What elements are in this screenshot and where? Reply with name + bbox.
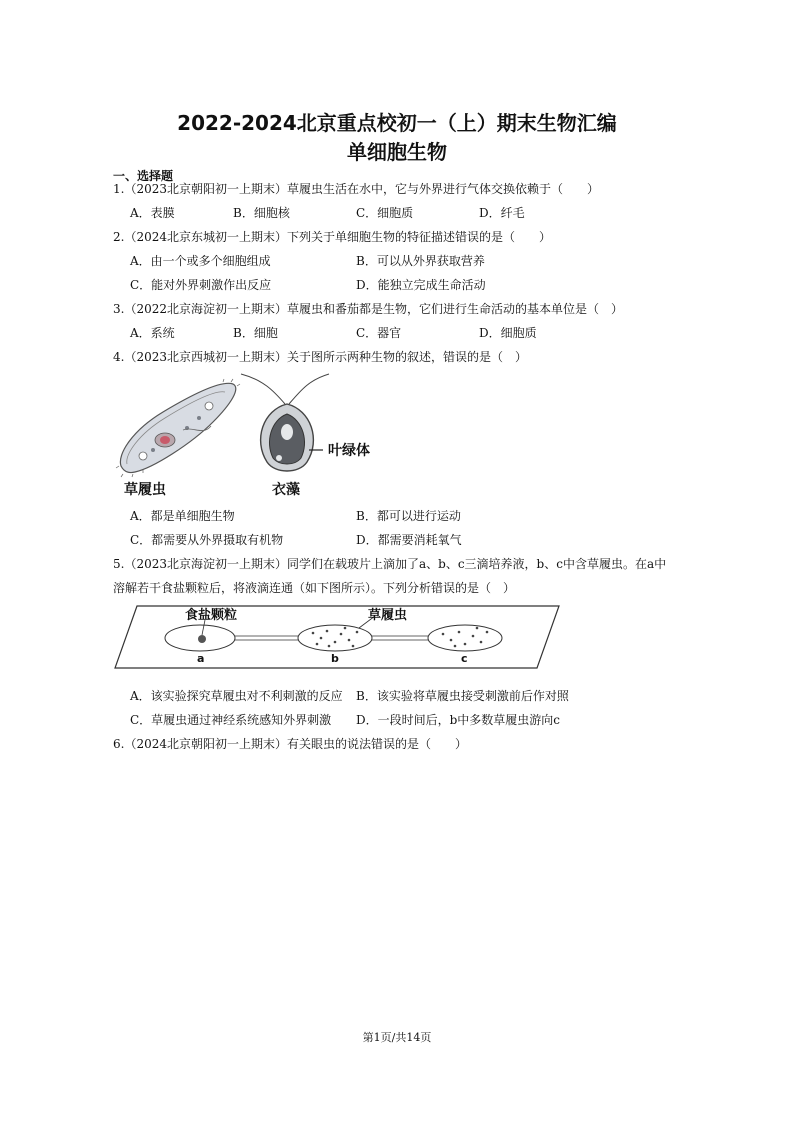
figure-paramecium-chlamydomonas bbox=[113, 370, 393, 480]
chlamydomonas-label: 衣藻 bbox=[272, 482, 300, 498]
paramecium-illustration bbox=[116, 379, 240, 477]
page-subtitle: 单细胞生物 bbox=[347, 140, 447, 164]
q2-option-a: A．由一个或多个细胞组成 bbox=[130, 254, 271, 268]
drop-b-label: b bbox=[331, 652, 339, 665]
question-3: 3.（2022北京海淀初一上期末）草履虫和番茄都是生物，它们进行生命活动的基本单位是（ ） bbox=[113, 302, 623, 316]
q1-option-d: D．纤毛 bbox=[479, 206, 525, 220]
q4-option-b: B．都可以进行运动 bbox=[356, 509, 461, 523]
q3-option-d: D．细胞质 bbox=[479, 326, 537, 340]
q3-option-c: C．器官 bbox=[356, 326, 402, 340]
q1-option-a: A．表膜 bbox=[130, 206, 175, 220]
q5-option-d: D．一段时间后，b中多数草履虫游向c bbox=[356, 713, 561, 727]
q1-option-c: C．细胞质 bbox=[356, 206, 414, 220]
chlamydomonas-illustration bbox=[241, 374, 329, 471]
page-title: 2022-2024北京重点校初一（上）期末生物汇编 bbox=[177, 111, 617, 135]
q4-option-d: D．都需要消耗氧气 bbox=[356, 533, 462, 547]
q2-option-b: B．可以从外界获取营养 bbox=[356, 254, 485, 268]
question-1: 1.（2023北京朝阳初一上期末）草履虫生活在水中，它与外界进行气体交换依赖于（ ） bbox=[113, 182, 599, 196]
question-6: 6.（2024北京朝阳初一上期末）有关眼虫的说法错误的是（ ） bbox=[113, 737, 467, 751]
question-5-line2: 溶解若干食盐颗粒后，将液滴连通（如下图所示）。下列分析错误的是（ ） bbox=[113, 581, 516, 595]
question-5-line1: 5.（2023北京海淀初一上期末）同学们在载玻片上滴加了a、b、c三滴培养液，b、c中含草履虫。在a中 bbox=[113, 557, 667, 571]
drop-c-label: c bbox=[461, 652, 468, 665]
q5-option-a: A．该实验探究草履虫对不利刺激的反应 bbox=[130, 689, 343, 703]
question-2: 2.（2024北京东城初一上期末）下列关于单细胞生物的特征描述错误的是（ ） bbox=[113, 230, 551, 244]
q3-option-b: B．细胞 bbox=[233, 326, 278, 340]
drop-a-label: a bbox=[197, 652, 205, 665]
q2-option-d: D．能独立完成生命活动 bbox=[356, 278, 486, 292]
q5-option-c: C．草履虫通过神经系统感知外界刺激 bbox=[130, 713, 332, 727]
salt-label: 食盐颗粒 bbox=[185, 608, 238, 623]
page-footer: 第1页/共14页 bbox=[362, 1031, 432, 1044]
q4-option-a: A．都是单细胞生物 bbox=[130, 509, 235, 523]
chloroplast-annotation: 叶绿体 bbox=[328, 443, 370, 459]
paramecium-drop-label: 草履虫 bbox=[368, 608, 408, 623]
q3-option-a: A．系统 bbox=[130, 326, 175, 340]
q2-option-c: C．能对外界刺激作出反应 bbox=[130, 278, 272, 292]
question-4: 4.（2023北京西城初一上期末）关于图所示两种生物的叙述，错误的是（ ） bbox=[113, 350, 527, 364]
section-heading: 一、选择题 bbox=[113, 169, 174, 183]
paramecium-label: 草履虫 bbox=[124, 482, 166, 498]
q5-option-b: B．该实验将草履虫接受刺激前后作对照 bbox=[356, 689, 569, 703]
q4-option-c: C．都需要从外界摄取有机物 bbox=[130, 533, 284, 547]
q1-option-b: B．细胞核 bbox=[233, 206, 290, 220]
